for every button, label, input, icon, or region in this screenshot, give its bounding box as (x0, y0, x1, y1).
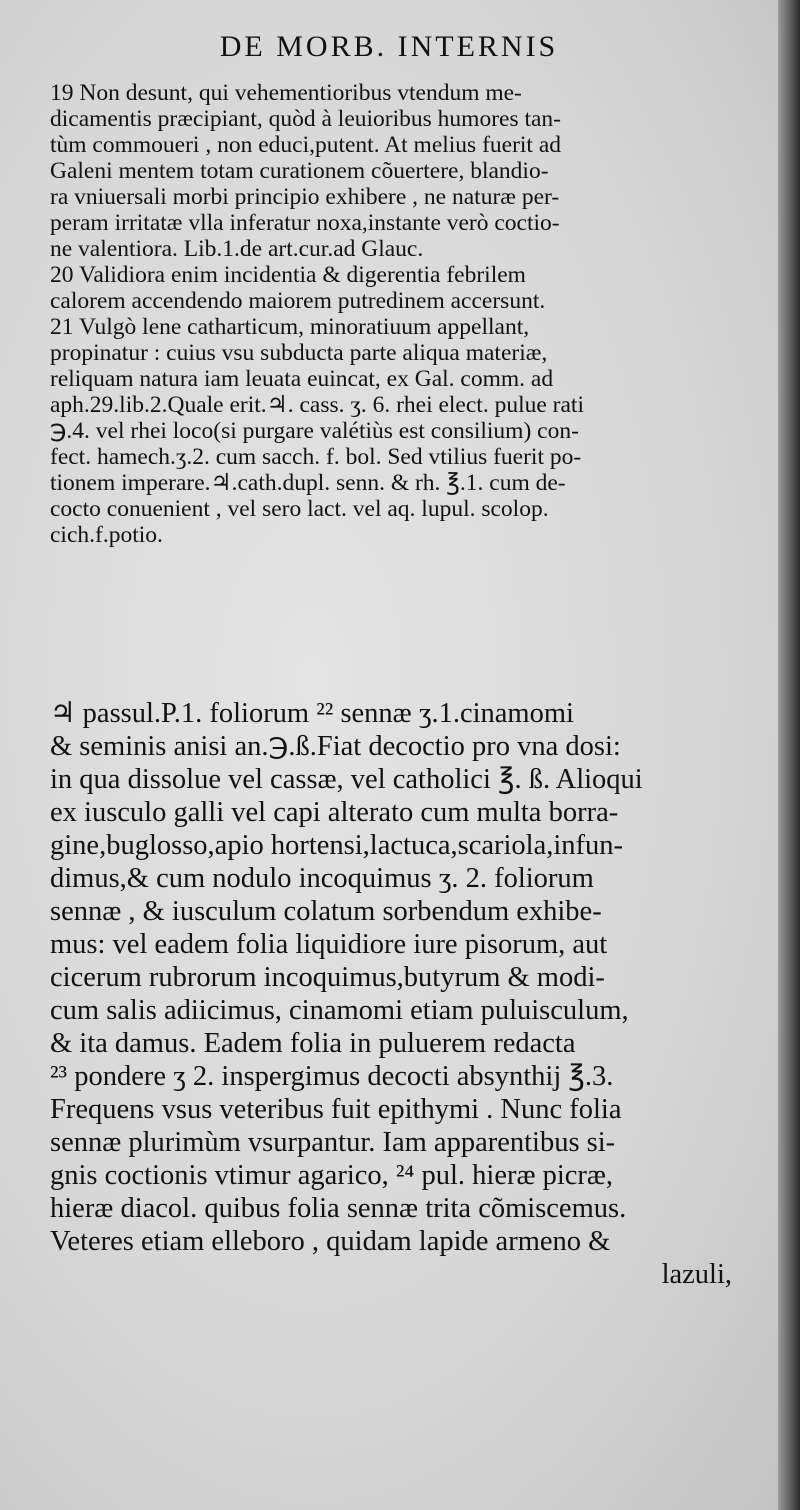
text-line: ♃ passul.P.1. foliorum ²² sennæ ʒ.1.cinamomi (50, 698, 574, 729)
text-line: tionem imperare.♃.cath.dupl. senn. & rh. ℥.1. cum de- (50, 470, 566, 496)
text-line: mus: vel eadem folia liquidiore iure pisorum, aut (50, 929, 608, 960)
text-line: reliquam natura iam leuata euincat, ex Gal. comm. ad (50, 366, 554, 392)
text-block-notes (50, 80, 740, 548)
text-line: & ita damus. Eadem folia in puluerem redacta (50, 1028, 576, 1059)
text-line: ℈.4. vel rhei loco(si purgare valétiùs est consilium) con- (50, 418, 579, 444)
text-line: calorem accendendo maiorem putredinem accersunt. (50, 288, 546, 314)
text-line: propinatur : cuius vsu subducta parte aliqua materiæ, (50, 340, 548, 366)
running-header: DE MORB. INTERNIS (219, 30, 559, 63)
text-line: 19 Non desunt, qui vehementioribus vtendum me- (50, 80, 522, 106)
text-line: 20 Validiora enim incidentia & digerentia febrilem (50, 262, 526, 288)
text-line: cocto conuenient , vel sero lact. vel aq. lupul. scolop. (50, 496, 549, 522)
text-line: sennæ plurimùm vsurpantur. Iam apparentibus si- (50, 1127, 616, 1158)
text-line: dicamentis præcipiant, quòd à leuioribus humores tan- (50, 106, 562, 132)
text-line: ex iusculo galli vel capi alterato cum multa borra- (50, 797, 619, 828)
text-line: cich.f.potio. (50, 522, 163, 548)
text-line: 21 Vulgò lene catharticum, minoratiuum appellant, (50, 314, 530, 340)
text-line: tùm commoueri , non educi,putent. At melius fuerit ad (50, 132, 562, 158)
text-line: in qua dissolue vel cassæ, vel catholici ℥. ß. Alioqui (50, 764, 643, 795)
text-line: cicerum rubrorum incoquimus,butyrum & modi- (50, 962, 605, 993)
text-line: cum salis adiicimus, cinamomi etiam puluisculum, (50, 995, 629, 1026)
text-line: sennæ , & iusculum colatum sorbendum exhibe- (50, 896, 602, 927)
text-line: dimus,& cum nodulo incoquimus ʒ. 2. foliorum (50, 863, 594, 894)
text-line: fect. hamech.ʒ.2. cum sacch. f. bol. Sed vtilius fuerit po- (50, 444, 582, 470)
text-line: gnis coctionis vtimur agarico, ²⁴ pul. hieræ picræ, (50, 1160, 614, 1191)
text-line: & seminis anisi an.℈.ß.Fiat decoctio pro vna dosi: (50, 731, 621, 762)
book-page-edge (778, 0, 800, 1510)
text-line: gine,buglosso,apio hortensi,lactuca,scariola,infun- (50, 830, 624, 861)
text-block-main (50, 697, 740, 1291)
text-line: peram irritatæ vlla inferatur noxa,instante verò coctio- (50, 210, 560, 236)
text-line: ²³ pondere ʒ 2. inspergimus decocti absynthij ℥.3. (50, 1061, 614, 1092)
text-line: aph.29.lib.2.Quale erit.♃. cass. ʒ. 6. rhei elect. pulue rati (50, 392, 584, 418)
text-line: ra vniuersali morbi principio exhibere , ne naturæ per- (50, 184, 560, 210)
text-line: Frequens vsus veteribus fuit epithymi . Nunc folia (50, 1094, 622, 1125)
text-line: ne valentiora. Lib.1.de art.cur.ad Glauc. (50, 236, 424, 262)
text-line: Veteres etiam elleboro , quidam lapide armeno & (50, 1226, 611, 1257)
catchword: lazuli, (661, 1259, 732, 1290)
text-line: Galeni mentem totam curationem cõuertere, blandio- (50, 158, 549, 184)
text-line: hieræ diacol. quibus folia sennæ trita cõmiscemus. (50, 1193, 627, 1224)
